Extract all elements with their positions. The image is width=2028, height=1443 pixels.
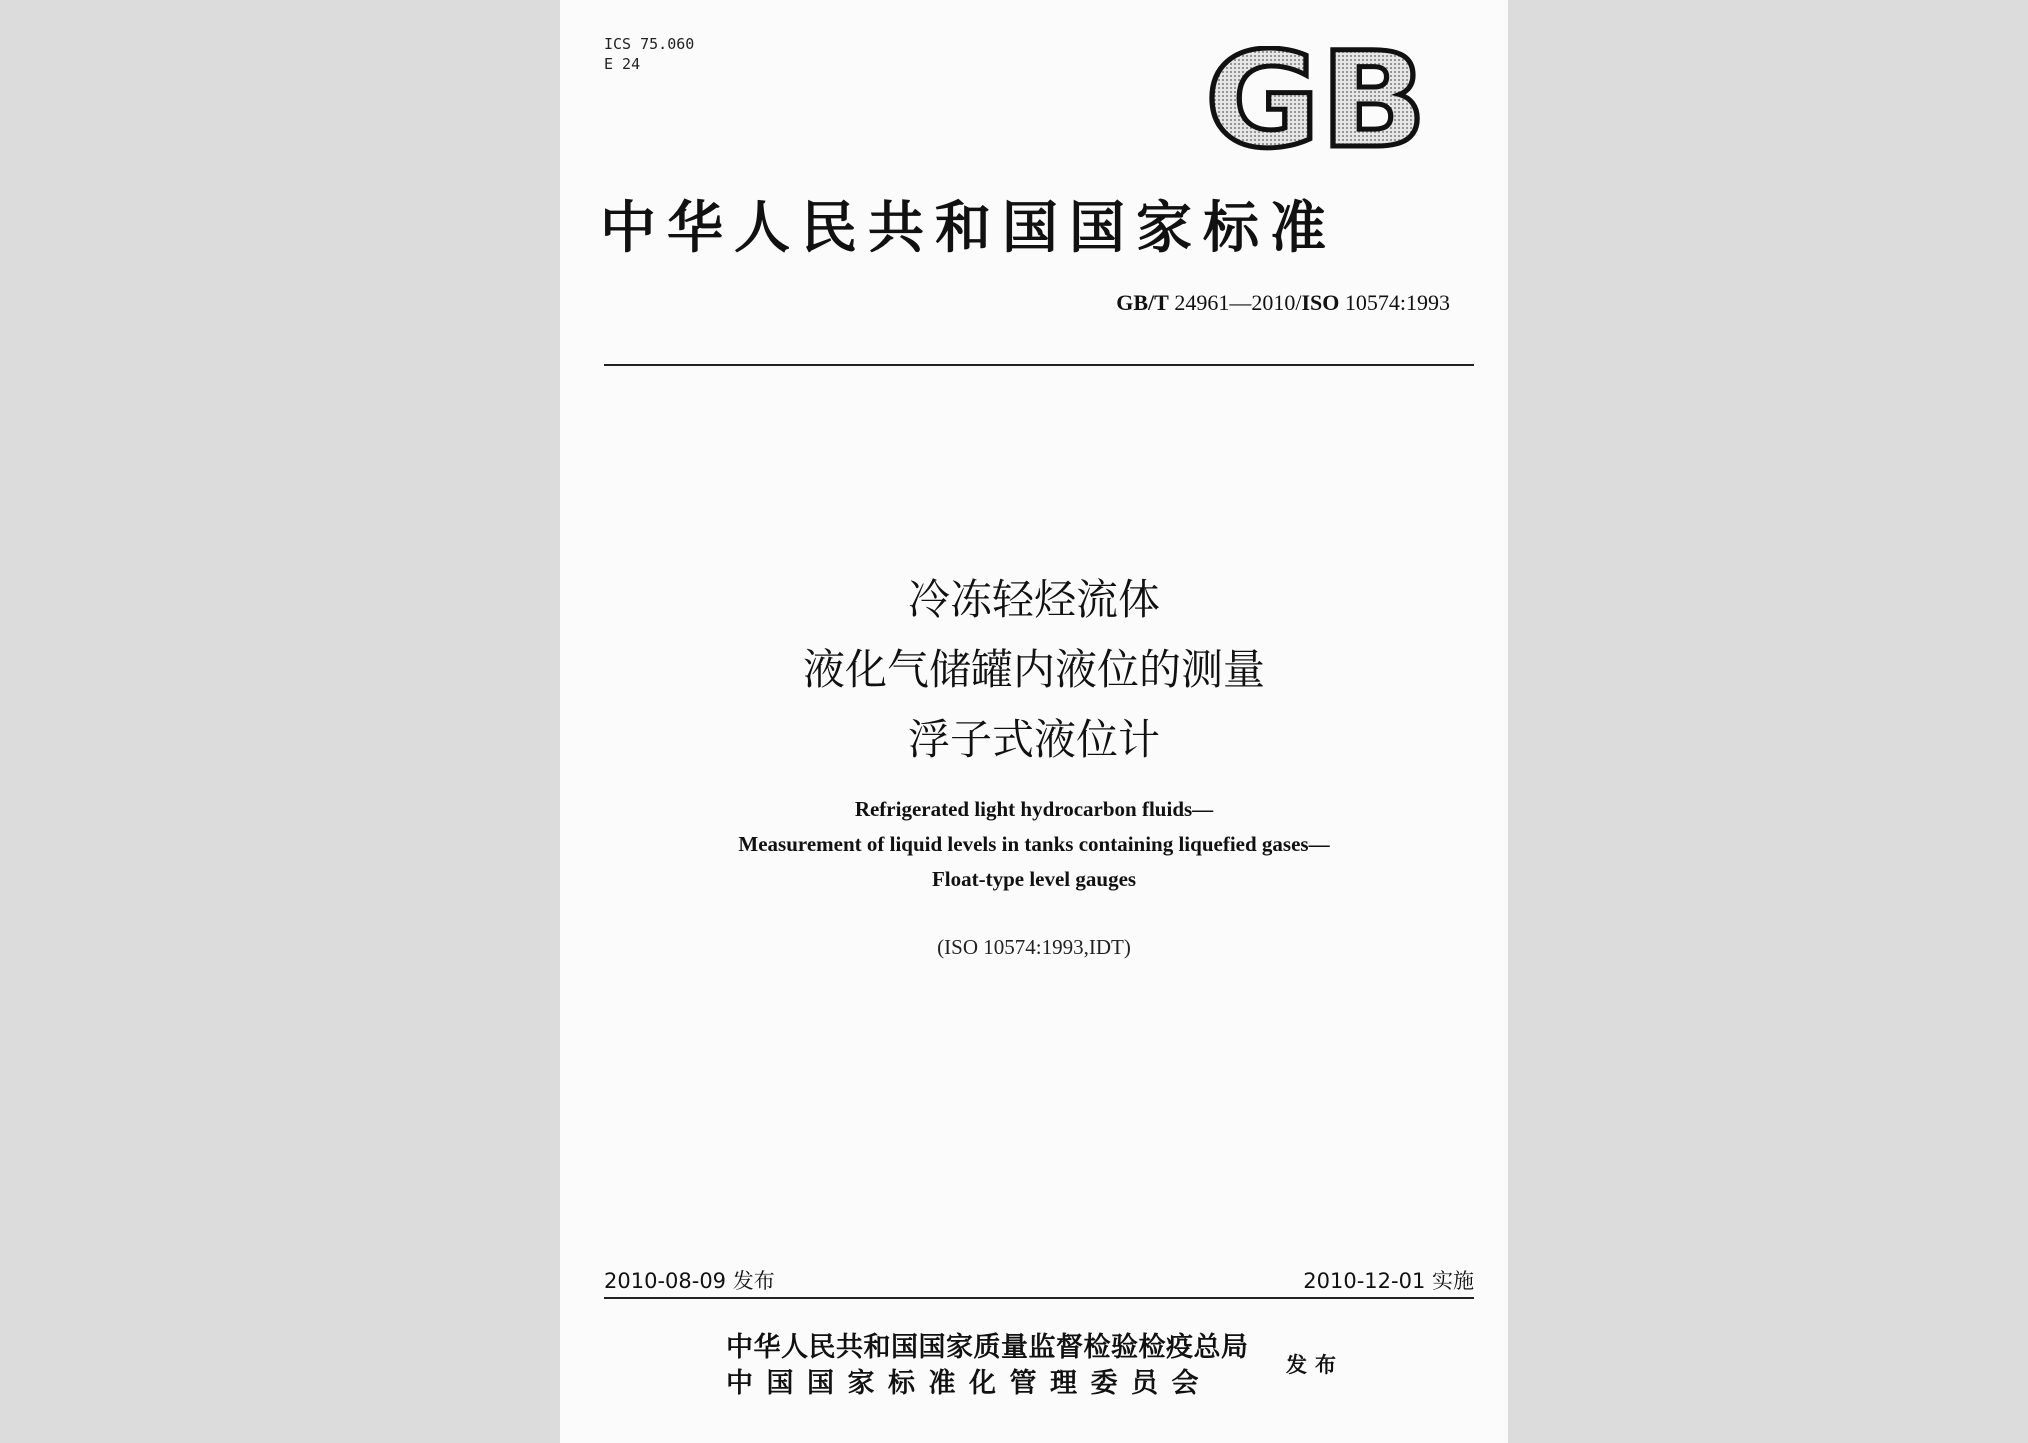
- standard-code: 24961—2010/: [1168, 290, 1302, 315]
- publishers: [726, 1330, 1249, 1402]
- standard-prefix: GB/T: [1116, 290, 1169, 315]
- issue-date: 2010-08-09 发布: [604, 1269, 775, 1293]
- chinese-title-line-1: 冷冻轻烃流体: [907, 575, 1160, 624]
- english-title-line-2: Measurement of liquid levels in tanks containing liquefied gases—: [738, 832, 1330, 856]
- publisher-aqsiq: 中华人民共和国国家质量监督检验检疫总局: [726, 1332, 1249, 1363]
- national-standard-title: 中华人民共和国国家标准: [600, 195, 1337, 261]
- english-title-line-1: Refrigerated light hydrocarbon fluids—: [854, 797, 1214, 821]
- gb-logo-letters: GB: [1205, 46, 1427, 156]
- chinese-title-line-2: 液化气储罐内液位的测量: [802, 645, 1265, 694]
- ics-code: ICS 75.060: [604, 35, 695, 53]
- iso-prefix: ISO: [1301, 290, 1340, 315]
- publisher-sac: 中国国家标准化管理委员会: [726, 1368, 1212, 1399]
- chinese-title-line-3: 浮子式液位计: [907, 715, 1160, 764]
- gb-logo: [1205, 46, 1427, 156]
- ccs-code: E 24: [604, 55, 641, 73]
- iso-equivalence: (ISO 10574:1993,IDT): [937, 935, 1131, 959]
- publish-label: 发布: [1286, 1352, 1344, 1377]
- iso-code: 10574:1993: [1339, 290, 1450, 315]
- classification-codes: [604, 34, 694, 74]
- chinese-title: [560, 565, 1508, 775]
- english-title-line-3: Float-type level gauges: [931, 867, 1137, 891]
- english-title: [560, 792, 1508, 897]
- standard-number: [1116, 290, 1450, 316]
- document-page: [560, 0, 1508, 1443]
- implementation-date: 2010-12-01 实施: [1303, 1269, 1474, 1293]
- header-divider: [604, 364, 1474, 366]
- footer-divider: [604, 1297, 1474, 1299]
